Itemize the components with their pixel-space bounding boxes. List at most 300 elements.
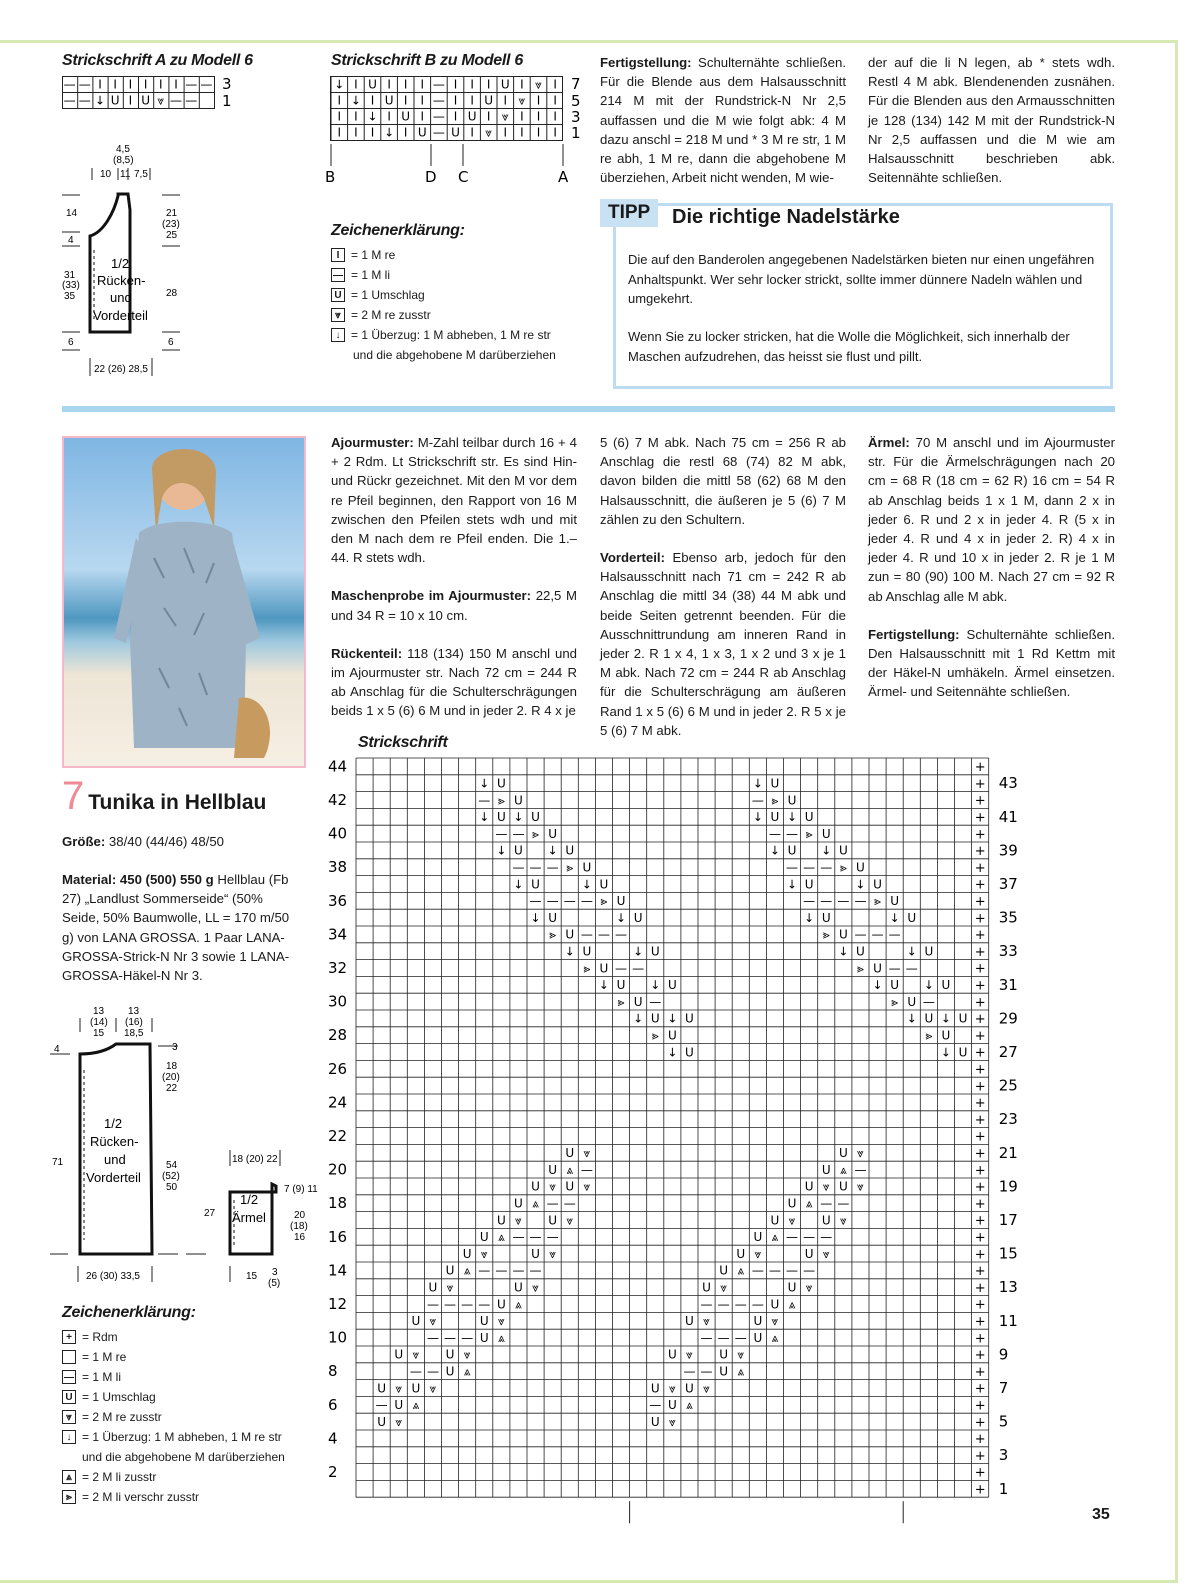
legend-item	[62, 1467, 285, 1487]
chart-symbol: ⩓	[412, 1398, 420, 1413]
row-label: 4	[328, 1429, 338, 1448]
chart-symbol: I	[354, 77, 358, 92]
chart-symbol: ⩓	[805, 1196, 813, 1211]
chart-symbol: U	[462, 1246, 472, 1261]
chart-symbol: I	[143, 77, 148, 92]
chart-symbol: ⩔	[857, 1146, 864, 1161]
chart-symbol: —	[786, 1230, 799, 1245]
chart-symbol: U	[736, 1246, 746, 1261]
chart-symbol: —	[837, 1196, 850, 1211]
chart-symbol: U	[496, 1297, 506, 1312]
chart-symbol: U	[496, 1213, 506, 1228]
chart-symbol: ↓	[547, 843, 558, 858]
chart-symbol: —	[649, 994, 662, 1009]
chart-symbol: I	[536, 125, 541, 140]
chart-symbol: U	[411, 1314, 421, 1329]
chart-symbol: —	[63, 93, 76, 108]
chart-b-row-label: 5	[571, 92, 581, 110]
chart-symbol: +	[974, 793, 986, 809]
chart-symbol: U	[804, 1246, 814, 1261]
chart-symbol: +	[974, 894, 986, 910]
schema-dim: 31	[64, 270, 76, 281]
chart-symbol: U	[719, 1364, 729, 1379]
legend-item	[62, 1367, 285, 1387]
chart-symbol: I	[486, 77, 491, 92]
schema-label: Rücken-	[90, 1134, 139, 1149]
chart-symbol: U	[428, 1280, 438, 1295]
chart-symbol: +	[974, 827, 986, 843]
chart-symbol: —	[837, 894, 850, 909]
chart-symbol: —	[426, 1364, 439, 1379]
chart-symbol: +	[974, 944, 986, 960]
model7-title: Tunika in Hellblau	[88, 791, 267, 814]
chart-symbol: +	[974, 1381, 986, 1397]
row-label: 11	[998, 1311, 1018, 1330]
chart-symbol: ⩔	[720, 1280, 728, 1295]
chart-symbol: ⩔	[857, 1179, 864, 1194]
schema-dim: 10	[100, 169, 112, 180]
legend-symbol: U	[331, 288, 345, 302]
chart-symbol: U	[401, 109, 411, 124]
chart-symbol: U	[514, 1280, 523, 1295]
chart-symbol: I	[159, 77, 163, 92]
legend-symbol: I	[331, 248, 345, 262]
row-label: 16	[328, 1227, 348, 1246]
schema-dim: 4	[68, 235, 74, 246]
row-label: 27	[998, 1043, 1018, 1062]
chart-symbol: U	[856, 860, 865, 875]
row-label: 5	[998, 1412, 1009, 1431]
chart-symbol: ⩓	[839, 1162, 847, 1177]
row-label: 26	[328, 1059, 348, 1078]
schema-dim: 22	[166, 1083, 178, 1094]
legend-symbol: ⩔	[331, 308, 345, 322]
chart-symbol: ⩔	[703, 1314, 710, 1329]
fertig6-text2: der auf die li N legen, ab * stets wdh. Restl 4 M abk. Blendenenden zusnähen. Für die Blenden aus den Armausschnitten je 128 (134) 142 M mit der Rundstrick-N Nr 2,5 auffassen und die M wie am Halsausschnitt beschrieben abk. Seitennähte schließen.	[868, 55, 1115, 186]
chart-symbol: U	[445, 1347, 455, 1362]
chart-symbol: U	[804, 1179, 814, 1194]
chart-symbol: ⩔	[566, 1213, 574, 1228]
legend-symbol: ⩓	[62, 1470, 76, 1484]
chart-symbol: +	[974, 877, 986, 893]
chart-symbol: I	[503, 125, 508, 140]
chart-symbol: U	[565, 927, 575, 942]
chart-symbol: —	[529, 894, 542, 909]
chart-symbol: ⩓	[497, 1330, 505, 1345]
chart-symbol: U	[821, 826, 831, 841]
chart-symbol: I	[354, 125, 358, 140]
chart-symbol: ↓	[367, 109, 378, 124]
schema-dim: 7,5	[134, 169, 148, 180]
row-label: 18	[328, 1194, 348, 1213]
legend-text: = 2 M re zusstr	[82, 1410, 162, 1424]
chart-symbol: U	[890, 894, 900, 909]
paragraph-text: Schulternähte schließen. Den Halsausschnitt mit 1 Rd Kettm mit der Häkel-N umhäkeln. Ärmel einsetzen. Ärmel- und Seitennähte schließen.	[868, 626, 1115, 700]
legend-symbol: +	[62, 1330, 76, 1344]
chart-symbol: U	[650, 1011, 660, 1026]
chart-symbol: U	[821, 1213, 831, 1228]
chart-symbol: U	[514, 1196, 523, 1211]
schema-dim: (5)	[268, 1278, 281, 1289]
chart-symbol: —	[546, 1230, 559, 1245]
schema-7	[46, 1000, 326, 1290]
chart-symbol: ⩔	[412, 1347, 420, 1362]
schema-dim: (52)	[162, 1171, 180, 1182]
page-number: 35	[1092, 1506, 1110, 1523]
chart-symbol: U	[599, 961, 609, 976]
chart-symbol: +	[974, 1297, 986, 1313]
chart-symbol: ↓	[633, 944, 644, 959]
legend-symbol: U	[62, 1390, 76, 1404]
chart-b-row-label: 7	[571, 76, 581, 93]
chart-symbol: ⩔	[686, 1347, 693, 1362]
chart-symbol: U	[924, 1011, 934, 1026]
chart-symbol: ⩔	[754, 1246, 762, 1261]
chart-symbol: +	[974, 844, 986, 860]
chart-symbol: ↓	[923, 978, 934, 993]
row-label: 33	[998, 942, 1018, 961]
chart-symbol: U	[650, 1414, 660, 1429]
chart-symbol: ⩔	[788, 1213, 796, 1228]
row-label: 2	[328, 1463, 338, 1482]
chart-symbol: I	[174, 77, 178, 92]
chart-symbol: ⩔	[703, 1381, 710, 1396]
chart-symbol: I	[420, 109, 425, 124]
chart-symbol: ↓	[667, 1011, 678, 1026]
row-label: 32	[328, 959, 348, 978]
chart-symbol: I	[337, 109, 342, 124]
chart-symbol: U	[838, 927, 848, 942]
chart-symbol: +	[974, 1415, 986, 1431]
chart-symbol: U	[907, 994, 917, 1009]
legend-item	[331, 285, 556, 305]
paragraph-text: 22,5 M und 34 R = 10 x 10 cm.	[331, 588, 578, 623]
chart-symbol: —	[786, 860, 799, 875]
chart-symbol: U	[394, 1398, 404, 1413]
chart-symbol: U	[685, 1011, 694, 1026]
chart-symbol: U	[907, 910, 917, 925]
chart-symbol: +	[974, 1146, 986, 1162]
chart-symbol: —	[512, 826, 525, 841]
legend-text: = 1 Überzug: 1 M abheben, 1 M re str	[351, 328, 551, 342]
chart-symbol: +	[974, 961, 986, 977]
paragraph-text: 118 (134) 150 M anschl und im Ajourmuster str. Nach 72 cm = 244 R ab Anschlag für die Schulterschrägungen beids 1 x 5 (6) 6 M und in jeder 2. R 4 x je	[331, 645, 577, 719]
model7-material	[62, 870, 298, 985]
chart-symbol: —	[786, 1263, 799, 1278]
model-photo-figure	[64, 438, 304, 766]
chart-a-row-label: 1	[222, 92, 232, 110]
chart-symbol: U	[838, 843, 848, 858]
chart-symbol: —	[563, 894, 576, 909]
chart-symbol: ⩔	[429, 1381, 437, 1396]
chart-symbol: ⩔	[480, 1246, 488, 1261]
chart-symbol: ⩔	[446, 1280, 454, 1295]
chart-symbol: I	[98, 77, 102, 92]
chart-symbol: I	[387, 77, 391, 92]
chart-symbol: ⩔	[485, 125, 493, 140]
row-label: 29	[998, 1009, 1018, 1028]
chart-b-marker: B	[325, 168, 336, 186]
row-label: 35	[998, 908, 1018, 927]
chart-symbol: U	[924, 944, 934, 959]
row-label: 14	[328, 1261, 348, 1280]
chart-symbol: ↓	[384, 125, 395, 140]
chart-symbol: —	[717, 1297, 730, 1312]
chart-symbol: —	[432, 77, 445, 92]
legend-text: = 1 Umschlag	[82, 1390, 156, 1404]
chart-symbol: U	[141, 93, 150, 108]
legend-7	[62, 1327, 285, 1507]
legend-item	[62, 1487, 285, 1507]
chart-symbol: —	[632, 961, 645, 976]
chart-symbol: —	[803, 1230, 816, 1245]
chart-symbol: —	[512, 860, 525, 875]
chart-symbol: ⩓	[463, 1364, 471, 1379]
schema-dim: 50	[166, 1182, 178, 1193]
chart-symbol: ⩔	[583, 1179, 591, 1194]
chart-symbol: I	[128, 77, 133, 92]
schema-dim: (23)	[162, 219, 180, 230]
schema-label: Vorderteil	[93, 308, 148, 323]
chart-symbol: I	[486, 109, 491, 124]
schema-dim: 22 (26) 28,5	[94, 364, 148, 375]
chart-symbol: —	[461, 1297, 474, 1312]
chart-symbol: ↓	[906, 1011, 917, 1026]
row-label: 30	[328, 992, 348, 1011]
schema-dim: 27	[204, 1208, 216, 1219]
chart-symbol: —	[803, 1263, 816, 1278]
chart-symbol: ⩔	[515, 1213, 522, 1228]
chart-symbol: +	[974, 1062, 986, 1078]
chart-symbol: —	[409, 1364, 422, 1379]
chart-symbol: —	[529, 1230, 542, 1245]
chart-symbol: U	[719, 1263, 729, 1278]
legend-item	[62, 1427, 285, 1447]
chart-symbol: ↓	[94, 93, 106, 108]
chart-symbol: I	[553, 109, 557, 124]
chart-b-marker: A	[558, 168, 569, 186]
chart-b-row-label: 3	[571, 108, 581, 126]
chart-symbol: —	[426, 1330, 439, 1345]
chart-symbol: —	[922, 994, 935, 1009]
paragraph-text: Ebenso arb, jedoch für den Halsausschnitt nach 71 cm = 242 R ab Anschlag die mittl 34 (38) 44 M abk und beide Seiten getrennt beenden. Für die Ausschnittrundung am inneren Rand in jeder 2. R 1 x 4, 1 x 3, 1 x 2 und 3 x je 1 M abk. Nach 72 cm = 244 R ab Anschlag für die Schulterschrägung am äußeren Rand 1 x 5 (6) 6 M und in jeder 2. R 5 x je 5 (6) 7 M abk.	[600, 550, 846, 738]
chart-a-title: Strickschrift A zu Modell 6	[62, 52, 253, 69]
chart-b-marker: D	[425, 168, 437, 186]
chart-symbol: ↓	[616, 910, 627, 925]
row-label: 37	[998, 875, 1018, 894]
chart-symbol: I	[420, 77, 425, 92]
chart-symbol: +	[974, 1448, 986, 1464]
chart-symbol: ⩓	[497, 1230, 505, 1245]
row-label: 41	[998, 807, 1018, 826]
schema-dim: (8,5)	[113, 155, 134, 166]
chart-symbol: ↓	[752, 776, 763, 791]
legend-text: = Rdm	[82, 1330, 118, 1344]
paragraph-text: 5 (6) 7 M abk. Nach 75 cm = 256 R ab Anschlag die restl 68 (74) 82 M abk, davon bilden die mittl 58 (62) 68 M den Halsausschnitt, die äußeren je 5 (6) 7 M zählen zu den Schultern.	[600, 435, 846, 527]
paragraph-label: Maschenprobe im Ajourmuster:	[331, 588, 532, 604]
chart-symbol: ⩓	[686, 1398, 693, 1413]
chart-symbol: U	[377, 1414, 387, 1429]
chart-symbol: ⩔	[668, 1381, 676, 1396]
chart-symbol: ↓	[667, 1045, 678, 1060]
chart-symbol: +	[974, 911, 986, 927]
chart-symbol: —	[461, 1330, 474, 1345]
chart-symbol: ⪢	[839, 860, 847, 875]
chart-symbol: U	[753, 1330, 763, 1345]
chart-symbol: —	[512, 1263, 525, 1278]
schema-dim: 15	[246, 1271, 258, 1282]
chart-symbol: U	[650, 944, 660, 959]
schema-dim: 13	[128, 1006, 140, 1017]
row-label: 22	[328, 1127, 348, 1146]
chart-symbol: —	[78, 77, 91, 92]
row-label: 23	[998, 1110, 1018, 1129]
chart-symbol: —	[888, 927, 901, 942]
legend-item	[331, 305, 556, 325]
chart-b-marker: C	[458, 168, 469, 186]
schema-dim: (16)	[125, 1017, 143, 1028]
chart-symbol: —	[615, 927, 628, 942]
chart-symbol: ↓	[650, 978, 661, 993]
tipp-p2: Wenn Sie zu locker stricken, hat die Wolle die Möglichkeit, sich innerhalb der Maschen aufzudrehen, das heisst sie flust und pillt.	[628, 329, 1070, 364]
chart-symbol: —	[700, 1297, 713, 1312]
chart-symbol: ↓	[940, 1011, 951, 1026]
legend-text: = 1 M re	[351, 248, 396, 262]
chart-symbol: —	[478, 1263, 491, 1278]
row-label: 42	[328, 791, 348, 810]
chart-symbol: ⩔	[549, 1179, 557, 1194]
legend-text: = 1 M li	[351, 268, 391, 282]
legend-extra: und die abgehobene M darüberziehen	[353, 348, 556, 362]
chart-symbol: —	[546, 860, 559, 875]
chart-symbol: —	[683, 1364, 696, 1379]
chart-symbol: ⩔	[157, 93, 165, 108]
legend-6-title: Zeichenerklärung:	[331, 222, 465, 239]
chart-symbol: I	[470, 93, 474, 108]
row-label: 19	[998, 1177, 1018, 1196]
chart-symbol: ⩔	[497, 1314, 505, 1329]
schema-dim: 3	[172, 1042, 178, 1053]
model7-size	[62, 832, 302, 851]
legend-item	[62, 1347, 285, 1367]
chart-symbol: U	[821, 1162, 831, 1177]
chart-symbol: U	[514, 793, 523, 808]
chart-symbol: I	[403, 125, 408, 140]
chart-symbol: +	[974, 1364, 986, 1380]
schema-dim: 15	[93, 1028, 105, 1039]
chart-symbol: —	[529, 860, 542, 875]
paragraph	[600, 548, 846, 740]
chart-b-grid	[325, 76, 595, 186]
legend-item	[331, 245, 556, 265]
schema-dim: (33)	[62, 280, 80, 291]
chart-symbol: —	[854, 1162, 867, 1177]
chart-symbol: ⪢	[771, 793, 779, 808]
row-label: 17	[998, 1211, 1018, 1230]
row-label: 28	[328, 1026, 348, 1045]
schema-dim: 20	[294, 1210, 306, 1221]
chart-symbol: —	[63, 77, 76, 92]
chart-symbol: I	[536, 109, 541, 124]
chart-symbol: I	[453, 109, 458, 124]
chart-symbol: +	[974, 1331, 986, 1347]
chart-symbol: —	[854, 894, 867, 909]
schema-label: und	[110, 290, 132, 305]
chart-symbol: ⪢	[651, 1028, 659, 1043]
row-label: 12	[328, 1295, 348, 1314]
chart-symbol: +	[974, 928, 986, 944]
chart-symbol: ⩓	[566, 1162, 574, 1177]
chart-symbol: —	[495, 1263, 508, 1278]
paragraph-label: Rückenteil:	[331, 645, 403, 661]
chart-symbol: ⪢	[857, 961, 864, 976]
chart-symbol: +	[974, 1196, 986, 1212]
chart-symbol: ↓	[838, 944, 849, 959]
chart-symbol: +	[974, 810, 986, 826]
chart-symbol: —	[734, 1297, 747, 1312]
chart-symbol: ↓	[752, 810, 763, 825]
chart-symbol: —	[529, 1263, 542, 1278]
model7-number: 7	[62, 774, 85, 818]
chart-b-row-label: 1	[571, 124, 581, 142]
chart-symbol: ⩓	[771, 1330, 779, 1345]
legend-symbol: —	[64, 1371, 74, 1383]
chart-symbol: ↓	[513, 877, 524, 892]
chart-symbol: ↓	[564, 944, 575, 959]
row-label: 15	[998, 1244, 1018, 1263]
chart-symbol: U	[496, 810, 506, 825]
paragraph-label: Fertigstellung:	[868, 626, 960, 642]
chart-symbol: U	[787, 1196, 797, 1211]
chart-symbol: ⩔	[429, 1314, 437, 1329]
chart-symbol: —	[803, 860, 816, 875]
chart-symbol: —	[185, 93, 198, 108]
chart-symbol: ⩔	[395, 1381, 403, 1396]
schema-dim: 21	[166, 208, 178, 219]
chart-symbol: I	[503, 93, 508, 108]
chart-symbol: +	[974, 1012, 986, 1028]
legend-symbol	[62, 1450, 76, 1464]
schema-dim: 25	[166, 230, 178, 241]
legend-text: = 1 M re	[82, 1350, 127, 1364]
chart-symbol: U	[467, 109, 477, 124]
chart-symbol: U	[958, 1011, 968, 1026]
schema-dim: 18,5	[124, 1028, 144, 1039]
chart-symbol: ⩓	[737, 1263, 745, 1278]
row-label: 24	[328, 1093, 348, 1112]
chart-symbol: ↓	[581, 877, 592, 892]
row-label: 43	[998, 774, 1018, 793]
chart-symbol: ⩔	[395, 1414, 403, 1429]
chart-symbol: I	[470, 77, 474, 92]
schema-dim: 14	[66, 208, 78, 219]
schema-dim: 4	[54, 1044, 60, 1055]
chart-symbol: U	[548, 1213, 558, 1228]
chart-symbol: ⪢	[874, 894, 881, 909]
row-label: 13	[998, 1278, 1018, 1297]
chart-symbol: +	[974, 1314, 986, 1330]
chart-symbol: U	[770, 776, 780, 791]
chart-symbol: +	[974, 978, 986, 994]
chart-symbol: —	[871, 927, 884, 942]
row-label: 31	[998, 975, 1018, 994]
chart-symbol: ⩔	[822, 1179, 830, 1194]
chart-symbol: U	[650, 1381, 660, 1396]
chart-symbol: —	[580, 1162, 593, 1177]
chart-symbol: ⩔	[583, 1146, 591, 1161]
chart-symbol: —	[751, 1297, 764, 1312]
schema-label: 1/2	[240, 1192, 259, 1207]
